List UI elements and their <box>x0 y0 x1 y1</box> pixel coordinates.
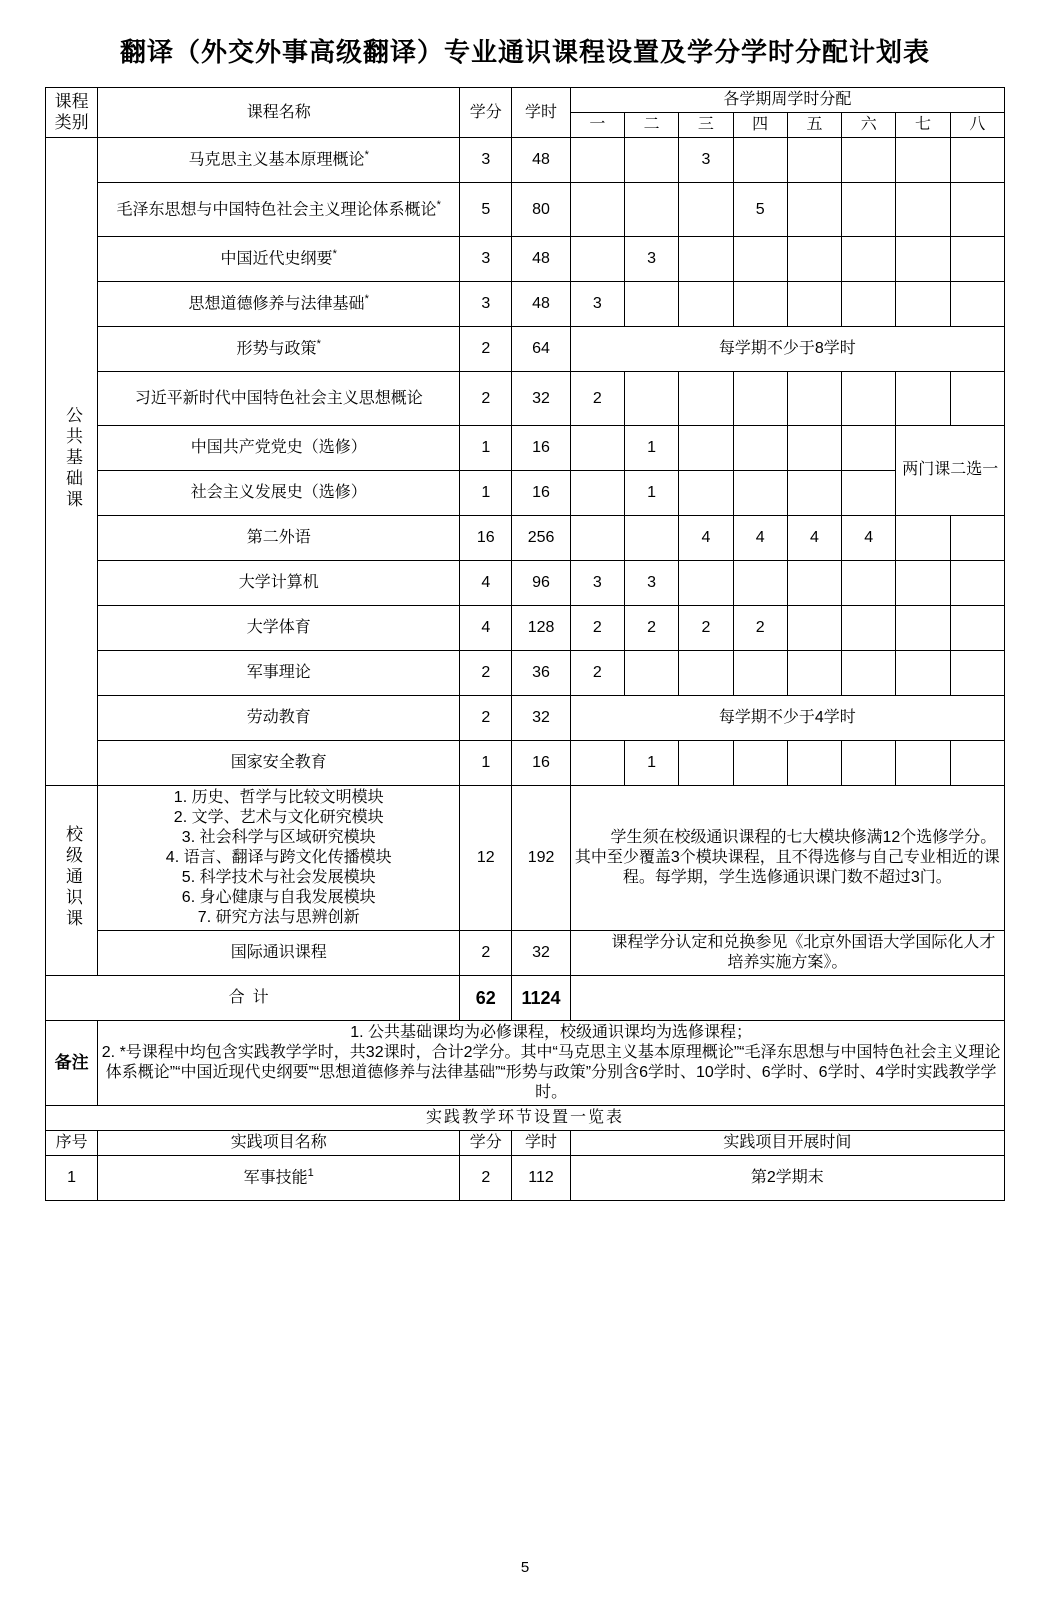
term-cell: 2 <box>570 372 624 426</box>
course-credits: 2 <box>460 931 512 976</box>
course-hours: 16 <box>512 426 570 471</box>
course-credits: 3 <box>460 237 512 282</box>
term-cell <box>787 282 841 327</box>
course-hours: 36 <box>512 651 570 696</box>
course-name: 毛泽东思想与中国特色社会主义理论体系概论* <box>98 183 460 237</box>
table-row <box>46 471 1005 516</box>
course-name: 习近平新时代中国特色社会主义思想概论 <box>98 372 460 426</box>
header-category-line2: 类别 <box>54 112 89 132</box>
term-span-note: 每学期不少于4学时 <box>570 696 1004 741</box>
header-category <box>46 88 98 138</box>
practice-header-time: 实践项目开展时间 <box>570 1131 1004 1156</box>
term-cell <box>679 471 733 516</box>
term-cell <box>733 561 787 606</box>
term-cell <box>787 741 841 786</box>
term-cell <box>624 651 678 696</box>
term-cell <box>679 282 733 327</box>
term-cell <box>950 561 1004 606</box>
header-term-7: 七 <box>896 113 950 138</box>
course-hours: 64 <box>512 327 570 372</box>
practice-row <box>46 1156 1005 1201</box>
table-row <box>46 327 1005 372</box>
course-name: 国际通识课程 <box>98 931 460 976</box>
table-row <box>46 696 1005 741</box>
term-cell <box>679 651 733 696</box>
remark-line-2: 2. *号课程中均包含实践教学学时，共32课时，合计2学分。其中“马克思主义基本原理概论”“毛泽东思想与中国特色社会主义理论体系概论”“中国近现代史纲要”“思想道德修养与法律基础”“形势与政策”分别含6学时、10学时、6学时、6学时、4学时实践教学学时。 <box>101 1044 1001 1101</box>
total-label: 合计 <box>46 976 460 1021</box>
term-cell <box>842 183 896 237</box>
practice-hours: 112 <box>512 1156 570 1201</box>
course-name: 大学体育 <box>98 606 460 651</box>
term-cell: 4 <box>679 516 733 561</box>
course-credits: 2 <box>460 372 512 426</box>
page-title: 翻译（外交外事高级翻译）专业通识课程设置及学分学时分配计划表 <box>119 37 930 67</box>
term-cell <box>679 561 733 606</box>
total-hours: 1124 <box>512 976 570 1021</box>
module-item: 6. 身心健康与自我发展模块 <box>181 889 376 906</box>
header-term-4: 四 <box>733 113 787 138</box>
term-cell: 2 <box>679 606 733 651</box>
term-cell <box>950 183 1004 237</box>
course-credits: 3 <box>460 282 512 327</box>
course-hours: 32 <box>512 372 570 426</box>
term-cell: 4 <box>842 516 896 561</box>
practice-credits: 2 <box>460 1156 512 1201</box>
table-row <box>46 931 1005 976</box>
term-cell <box>570 183 624 237</box>
course-name: 军事理论 <box>98 651 460 696</box>
course-name: 马克思主义基本原理概论* <box>98 138 460 183</box>
table-row <box>46 561 1005 606</box>
term-cell <box>733 372 787 426</box>
term-cell: 3 <box>624 237 678 282</box>
term-cell <box>787 237 841 282</box>
module-item: 3. 社会科学与区域研究模块 <box>181 829 376 846</box>
term-cell <box>787 426 841 471</box>
table-row <box>46 606 1005 651</box>
course-name: 劳动教育 <box>98 696 460 741</box>
course-credits: 1 <box>460 741 512 786</box>
term-cell: 2 <box>570 606 624 651</box>
table-row <box>46 372 1005 426</box>
term-cell <box>842 372 896 426</box>
term-cell <box>787 561 841 606</box>
course-name: 国家安全教育 <box>98 741 460 786</box>
term-cell: 3 <box>624 561 678 606</box>
course-credits: 1 <box>460 471 512 516</box>
practice-header-credits: 学分 <box>460 1131 512 1156</box>
term-cell <box>950 282 1004 327</box>
table-row <box>46 786 1005 931</box>
course-hours: 192 <box>512 786 570 931</box>
course-name: 社会主义发展史（选修） <box>98 471 460 516</box>
header-term-1: 一 <box>570 113 624 138</box>
term-cell <box>896 606 950 651</box>
term-cell <box>733 426 787 471</box>
international-course-note: 课程学分认定和兑换参见《北京外国语大学国际化人才培养实施方案》。 <box>570 931 1004 976</box>
course-hours: 80 <box>512 183 570 237</box>
term-cell <box>570 471 624 516</box>
term-cell: 2 <box>624 606 678 651</box>
term-cell <box>896 237 950 282</box>
practice-no: 1 <box>46 1156 98 1201</box>
term-cell <box>624 516 678 561</box>
term-cell <box>733 741 787 786</box>
course-name: 大学计算机 <box>98 561 460 606</box>
practice-table-title: 实践教学环节设置一览表 <box>46 1106 1005 1131</box>
remark-line-1: 1. 公共基础课均为必修课程，校级通识课均为选修课程； <box>350 1024 753 1041</box>
header-term-3: 三 <box>679 113 733 138</box>
module-list <box>98 786 460 931</box>
course-hours: 48 <box>512 138 570 183</box>
term-cell <box>733 651 787 696</box>
term-cell: 5 <box>733 183 787 237</box>
term-cell <box>733 282 787 327</box>
course-credits: 16 <box>460 516 512 561</box>
term-cell <box>896 741 950 786</box>
course-hours: 256 <box>512 516 570 561</box>
header-hours: 学时 <box>512 88 570 138</box>
term-cell <box>787 138 841 183</box>
header-course-name: 课程名称 <box>98 88 460 138</box>
course-hours: 128 <box>512 606 570 651</box>
header-credits: 学分 <box>460 88 512 138</box>
group-label-university-general: 校级通识课 <box>46 786 98 976</box>
term-span-note: 每学期不少于8学时 <box>570 327 1004 372</box>
practice-title-row <box>46 1106 1005 1131</box>
curriculum-table <box>45 87 1005 1201</box>
term-cell <box>679 237 733 282</box>
course-credits: 2 <box>460 327 512 372</box>
term-cell <box>950 606 1004 651</box>
practice-header-row <box>46 1131 1005 1156</box>
course-name: 思想道德修养与法律基础* <box>98 282 460 327</box>
term-cell <box>787 372 841 426</box>
table-row <box>46 183 1005 237</box>
course-credits: 4 <box>460 561 512 606</box>
term-cell <box>679 426 733 471</box>
term-cell <box>950 651 1004 696</box>
term-cell <box>842 606 896 651</box>
term-cell: 2 <box>570 651 624 696</box>
elective-pair-note: 两门课二选一 <box>896 426 1005 516</box>
term-cell <box>896 372 950 426</box>
term-cell <box>733 237 787 282</box>
total-empty <box>570 976 1004 1021</box>
term-cell: 4 <box>787 516 841 561</box>
course-name: 第二外语 <box>98 516 460 561</box>
term-cell <box>896 516 950 561</box>
course-name: 形势与政策* <box>98 327 460 372</box>
header-term-2: 二 <box>624 113 678 138</box>
table-row <box>46 516 1005 561</box>
course-hours: 48 <box>512 237 570 282</box>
term-cell <box>950 372 1004 426</box>
remark-content <box>98 1021 1005 1106</box>
table-row <box>46 741 1005 786</box>
course-credits: 2 <box>460 696 512 741</box>
remark-row <box>46 1021 1005 1106</box>
term-cell <box>842 237 896 282</box>
term-cell <box>733 471 787 516</box>
term-cell <box>787 471 841 516</box>
course-name: 中国共产党党史（选修） <box>98 426 460 471</box>
term-cell <box>624 372 678 426</box>
total-credits: 62 <box>460 976 512 1021</box>
term-cell: 3 <box>679 138 733 183</box>
course-credits: 1 <box>460 426 512 471</box>
practice-name: 军事技能$^1$ <box>98 1156 460 1201</box>
term-cell <box>896 651 950 696</box>
term-cell <box>624 138 678 183</box>
page-number: 5 <box>520 1559 530 1576</box>
term-cell <box>679 372 733 426</box>
module-item: 7. 研究方法与思辨创新 <box>197 909 360 926</box>
term-cell <box>842 282 896 327</box>
course-hours: 16 <box>512 741 570 786</box>
module-item: 1. 历史、哲学与比较文明模块 <box>173 789 384 806</box>
term-cell: 1 <box>624 471 678 516</box>
term-cell <box>950 741 1004 786</box>
term-cell <box>842 471 896 516</box>
term-cell: 2 <box>733 606 787 651</box>
general-education-note: 学生须在校级通识课程的七大模块修满12个选修学分。其中至少覆盖3个模块课程，且不得选修与自己专业相近的课程。每学期，学生选修通识课门数不超过3门。 <box>570 786 1004 931</box>
term-cell <box>570 516 624 561</box>
header-category-line1: 课程 <box>54 92 89 112</box>
course-hours: 32 <box>512 696 570 741</box>
table-row <box>46 138 1005 183</box>
term-cell: 4 <box>733 516 787 561</box>
term-cell <box>570 237 624 282</box>
table-row <box>46 426 1005 471</box>
course-hours: 32 <box>512 931 570 976</box>
practice-header-no: 序号 <box>46 1131 98 1156</box>
term-cell <box>570 426 624 471</box>
term-cell: 3 <box>570 561 624 606</box>
course-credits: 5 <box>460 183 512 237</box>
term-cell: 1 <box>624 426 678 471</box>
course-credits: 4 <box>460 606 512 651</box>
total-row <box>46 976 1005 1021</box>
header-term-6: 六 <box>842 113 896 138</box>
term-cell <box>950 516 1004 561</box>
term-cell <box>950 237 1004 282</box>
course-hours: 16 <box>512 471 570 516</box>
term-cell <box>842 651 896 696</box>
term-cell <box>896 183 950 237</box>
term-cell <box>570 741 624 786</box>
remark-label: 备注 <box>46 1021 98 1106</box>
term-cell <box>842 741 896 786</box>
header-term-8: 八 <box>950 113 1004 138</box>
term-cell <box>950 138 1004 183</box>
module-item: 4. 语言、翻译与跨文化传播模块 <box>165 849 392 866</box>
course-credits: 2 <box>460 651 512 696</box>
term-cell <box>896 282 950 327</box>
table-row <box>46 237 1005 282</box>
header-terms-group: 各学期周学时分配 <box>570 88 1004 113</box>
term-cell <box>787 651 841 696</box>
course-hours: 48 <box>512 282 570 327</box>
table-row <box>46 651 1005 696</box>
module-item: 5. 科学技术与社会发展模块 <box>181 869 376 886</box>
practice-time: 第2学期末 <box>570 1156 1004 1201</box>
term-cell <box>842 138 896 183</box>
course-hours: 96 <box>512 561 570 606</box>
term-cell: 3 <box>570 282 624 327</box>
term-cell <box>787 183 841 237</box>
term-cell <box>624 183 678 237</box>
term-cell <box>842 426 896 471</box>
practice-header-hours: 学时 <box>512 1131 570 1156</box>
course-credits: 12 <box>460 786 512 931</box>
practice-header-name: 实践项目名称 <box>98 1131 460 1156</box>
term-cell <box>679 183 733 237</box>
term-cell <box>733 138 787 183</box>
course-credits: 3 <box>460 138 512 183</box>
term-cell <box>842 561 896 606</box>
term-cell <box>896 138 950 183</box>
module-item: 2. 文学、艺术与文化研究模块 <box>173 809 384 826</box>
term-cell <box>787 606 841 651</box>
table-row <box>46 282 1005 327</box>
term-cell <box>570 138 624 183</box>
group-label-public-basic: 公共基础课 <box>46 138 98 786</box>
term-cell <box>624 282 678 327</box>
course-name: 中国近代史纲要* <box>98 237 460 282</box>
header-term-5: 五 <box>787 113 841 138</box>
term-cell <box>896 561 950 606</box>
term-cell <box>679 741 733 786</box>
term-cell: 1 <box>624 741 678 786</box>
table-header-row <box>46 88 1005 113</box>
